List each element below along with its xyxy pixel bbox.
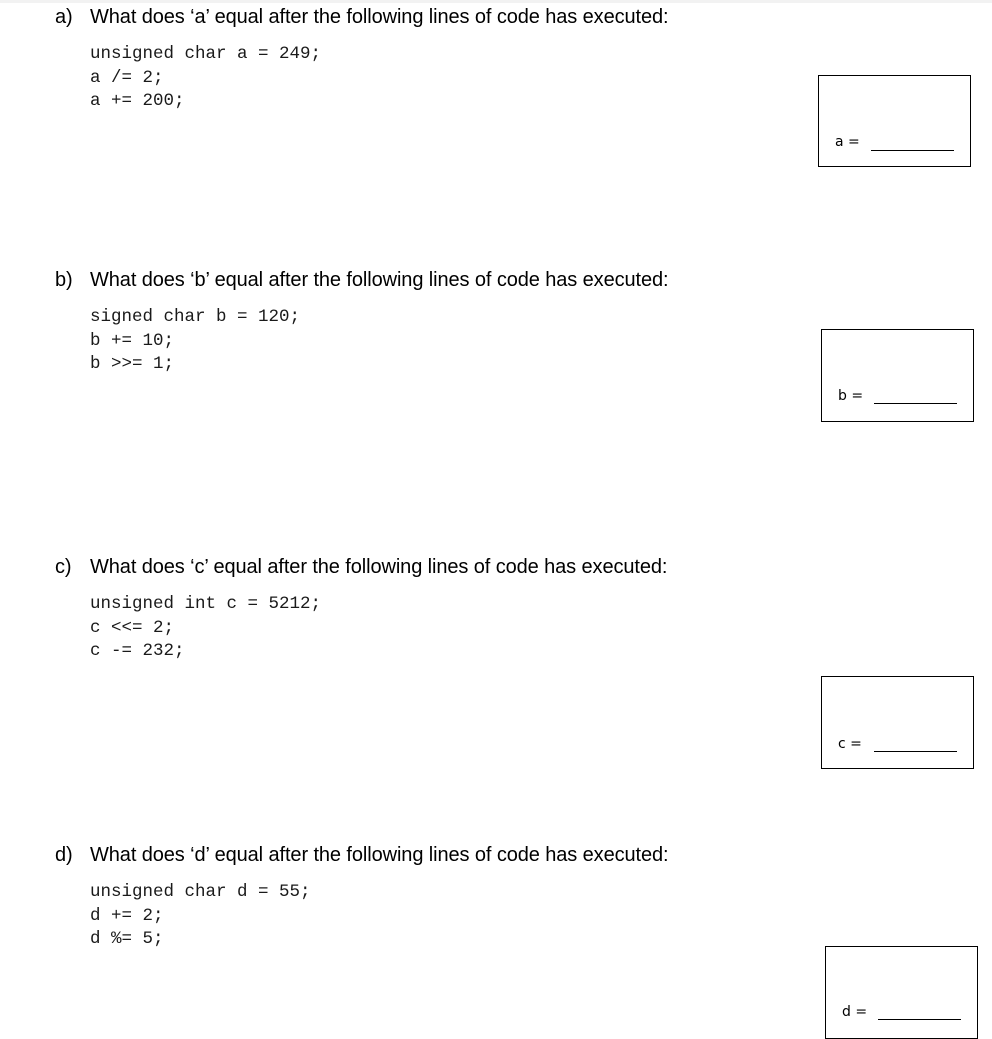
question-prompt: What does ‘c’ equal after the following lines of code has executed:: [90, 556, 668, 578]
code-line: a += 200;: [90, 91, 185, 111]
question-heading: [55, 843, 668, 867]
answer-box-b: [821, 329, 974, 422]
answer-blank-line[interactable]: [874, 403, 957, 404]
code-line: a /= 2;: [90, 67, 164, 88]
code-line: unsigned int c = 5212;: [90, 594, 322, 614]
question-prompt: What does ‘b’ equal after the following lines of code has executed:: [90, 269, 669, 291]
answer-blank-line[interactable]: [874, 751, 957, 752]
code-line: unsigned char d = 55;: [90, 882, 311, 902]
question-heading: [55, 555, 667, 579]
code-line: c <<= 2;: [90, 617, 175, 638]
code-block: [90, 593, 321, 664]
page-top-edge: [0, 0, 992, 3]
code-line: c -= 232;: [90, 641, 185, 661]
question-heading: [55, 268, 668, 292]
code-line: signed char b = 120;: [90, 307, 301, 327]
answer-box-c: [821, 676, 974, 769]
code-line: b += 10;: [90, 330, 175, 351]
code-line: unsigned char a = 249;: [90, 44, 322, 64]
question-heading: [55, 5, 668, 29]
code-line: d %= 5;: [90, 929, 164, 949]
question-letter: d): [55, 844, 73, 866]
question-letter: c): [55, 556, 72, 578]
answer-blank-line[interactable]: [878, 1019, 961, 1020]
question-letter: a): [55, 6, 73, 28]
answer-label: c =: [838, 736, 862, 752]
answer-blank-line[interactable]: [871, 150, 954, 151]
code-block: [90, 881, 311, 952]
code-block: [90, 43, 321, 114]
answer-label: d =: [842, 1004, 868, 1020]
answer-box-a: [818, 75, 971, 167]
answer-label: a =: [835, 134, 860, 150]
code-line: d += 2;: [90, 905, 164, 926]
answer-label: b =: [838, 388, 864, 404]
answer-box-d: [825, 946, 978, 1039]
code-line: b >>= 1;: [90, 354, 175, 374]
question-prompt: What does ‘d’ equal after the following lines of code has executed:: [90, 844, 669, 866]
question-prompt: What does ‘a’ equal after the following lines of code has executed:: [90, 6, 669, 28]
question-letter: b): [55, 269, 73, 291]
code-block: [90, 306, 300, 377]
